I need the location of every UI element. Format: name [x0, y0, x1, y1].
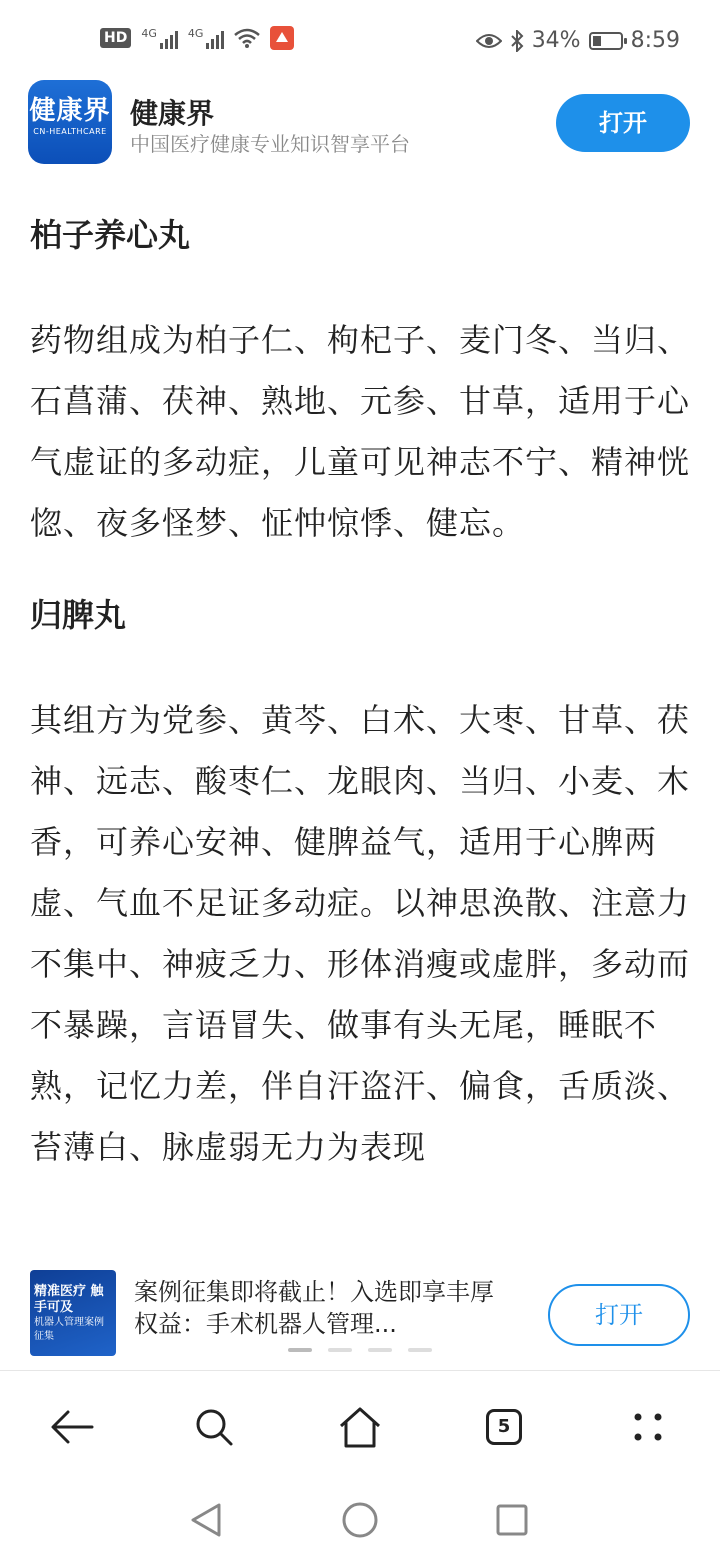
- carousel-dot[interactable]: [368, 1348, 392, 1352]
- system-back-button[interactable]: [184, 1498, 228, 1542]
- status-bar: [0, 0, 720, 80]
- app-notification-icon: [270, 26, 294, 50]
- ad-thumbnail[interactable]: 精准医疗 触手可及 机器人管理案例征集: [30, 1270, 116, 1356]
- browser-toolbar: [0, 1370, 720, 1481]
- article-content: [30, 200, 690, 1178]
- battery-icon: [589, 32, 623, 50]
- section-body-2: 其组方为党参、黄芩、白术、大枣、甘草、茯神、远志、酸枣仁、龙眼肉、当归、小麦、木香，可养心安神、健脾益气，适用于心脾两虚、气血不足证多动症。以神思涣散、注意力不集中、神疲乏力、形体消瘦或虚胖，多动而不暴躁，言语冒失、做事有头无尾，睡眠不熟，记忆力差，伴自汗盗汗、偏食，舌质淡、苔薄白、脉虚弱无力为表现: [30, 701, 691, 1166]
- system-home-button[interactable]: [338, 1498, 382, 1542]
- search-button[interactable]: [186, 1399, 242, 1455]
- section-body: 药物组成为柏子仁、枸杞子、麦门冬、当归、石菖蒲、茯神、熟地、元参、甘草，适用于心气虚证的多动症，儿童可见神志不宁、精神恍惚、夜多怪梦、怔忡惊悸、健忘。: [30, 321, 691, 542]
- status-left: [100, 26, 294, 50]
- home-icon: [338, 1406, 382, 1448]
- more-button[interactable]: [620, 1399, 676, 1455]
- signal-icon: 4G: [141, 27, 178, 49]
- tabs-button[interactable]: [476, 1399, 532, 1455]
- section-title-2: 归脾丸: [30, 596, 127, 634]
- status-right: [476, 28, 680, 53]
- ad-open-button[interactable]: 打开: [548, 1284, 690, 1346]
- clock: 8:59: [630, 28, 680, 53]
- tab-count: 5: [486, 1409, 522, 1445]
- eye-icon: [476, 32, 502, 50]
- more-dots-icon: [630, 1409, 666, 1445]
- section-title: 柏子养心丸: [30, 216, 191, 254]
- carousel-dot[interactable]: [328, 1348, 352, 1352]
- hd-badge: HD: [100, 28, 131, 48]
- ad-text[interactable]: 案例征集即将截止！入选即享丰厚权益：手术机器人管理...: [134, 1278, 494, 1338]
- carousel-indicator: [288, 1348, 432, 1352]
- wifi-icon: [234, 28, 260, 48]
- open-app-button[interactable]: 打开: [556, 94, 690, 152]
- carousel-dot[interactable]: [408, 1348, 432, 1352]
- square-recents-icon: [495, 1503, 529, 1537]
- back-arrow-icon: [50, 1409, 94, 1445]
- battery-percent: 34%: [531, 28, 581, 53]
- app-name: 健康界: [130, 97, 215, 130]
- signal-icon-2: 4G: [188, 27, 225, 49]
- system-nav-bar: [0, 1480, 720, 1560]
- app-logo[interactable]: 健康界 CN-HEALTHCARE: [28, 80, 112, 164]
- search-icon: [194, 1407, 234, 1447]
- system-recents-button[interactable]: [490, 1498, 534, 1542]
- carousel-dot[interactable]: [288, 1348, 312, 1352]
- triangle-back-icon: [189, 1502, 223, 1538]
- home-button[interactable]: [332, 1399, 388, 1455]
- app-slogan: 中国医疗健康专业知识智享平台: [130, 132, 410, 156]
- back-button[interactable]: [44, 1399, 100, 1455]
- bluetooth-icon: [510, 30, 524, 52]
- ad-banner[interactable]: [0, 1262, 720, 1368]
- circle-home-icon: [341, 1501, 379, 1539]
